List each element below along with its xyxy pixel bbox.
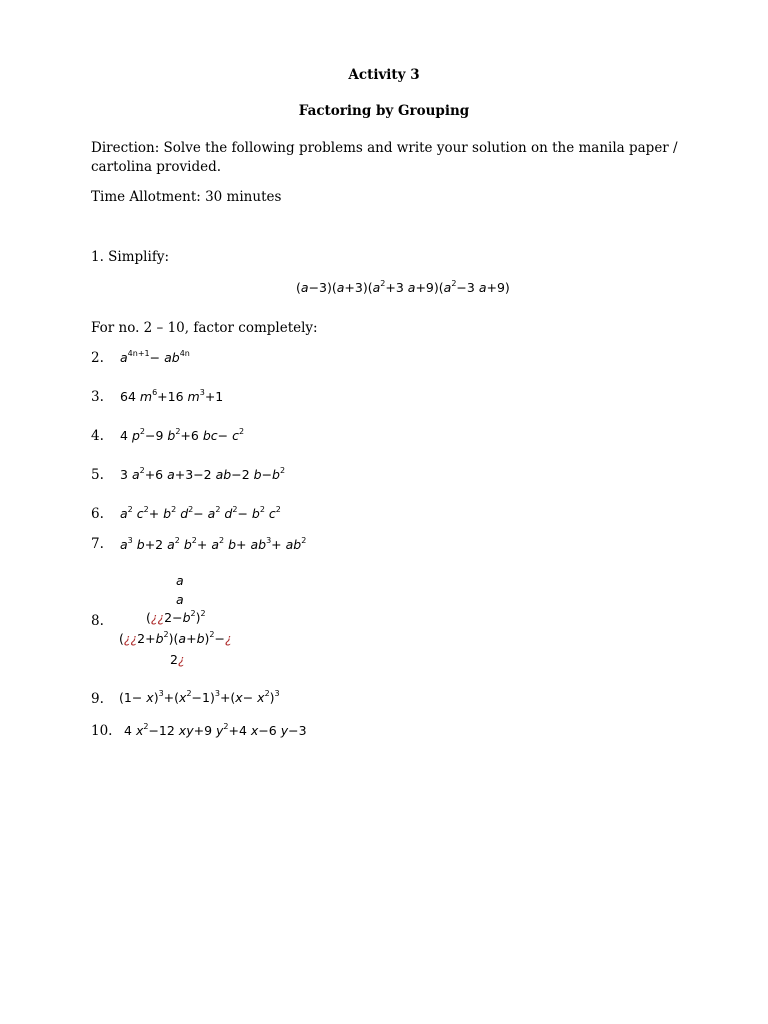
problem-5-expression: 3 $a^2+6$ a+3−2 ab−2 $b-b^2$ — [120, 466, 286, 482]
problem-8-numerator: $(¿¿2-b^2)^2$ — [146, 609, 206, 625]
problem-8-fragment-a1: a — [176, 573, 184, 588]
factor-instruction: For no. 2 – 10, factor completely: — [91, 320, 318, 336]
problem-10-expression: 4 $x^2-12$ xy+9 $y^2+4$ x−6 y−3 — [124, 722, 307, 738]
direction-line-2: cartolina provided. — [91, 159, 222, 175]
broken-char-glyph: ¿ — [177, 652, 185, 667]
problem-5-number: 5. — [91, 467, 104, 483]
problem-1-label: 1. Simplify: — [91, 249, 169, 265]
problem-8-fragment-2: 2¿ — [170, 652, 185, 667]
problem-4-expression: 4 $p^2-9$ $b^2+6$ $bc- c^2$ — [120, 427, 245, 443]
broken-char-glyph: ¿ — [130, 631, 138, 646]
problem-2-number: 2. — [91, 350, 104, 366]
problem-8-fragment-a2: a — [176, 592, 184, 607]
problem-9-expression: $(1- x)^3+(x^2-1)^3+(x- x^2)^3$ — [119, 689, 280, 705]
broken-char-glyph: ¿ — [224, 631, 232, 646]
problem-8-number: 8. — [91, 613, 104, 629]
time-allotment: Time Allotment: 30 minutes — [91, 189, 282, 205]
broken-char-glyph: ¿ — [123, 631, 131, 646]
problem-3-expression: 64 $m^6+16$ $m^3+1$ — [120, 388, 224, 404]
broken-char-glyph: ¿ — [157, 610, 165, 625]
broken-char-glyph: ¿ — [150, 610, 158, 625]
direction-line-1: Direction: Solve the following problems and write your solution on the manila paper / — [91, 140, 678, 156]
problem-2-expression: $a^{4n+1}- ab^{4n}$ — [120, 349, 190, 365]
problem-1-expression: $(a-3)(a+3)(a^2+3$ $a+9)(a^2-3$ a+9) — [296, 279, 510, 295]
problem-4-number: 4. — [91, 428, 104, 444]
problem-8-denominator: $(¿¿2+b^2)(a+b)^2-¿$ — [119, 630, 232, 646]
problem-6-number: 6. — [91, 506, 104, 522]
problem-7-expression: $a^3$ b+2 $a^2$ $b^2+ a^2$ $b+ ab^3+ ab^2$ — [120, 536, 307, 552]
problem-3-number: 3. — [91, 389, 104, 405]
problem-6-expression: $a^2$ $c^2+ b^2$ $d^2- a^2$ $d^2- b^2$ $c^2$ — [120, 505, 281, 521]
problem-9-number: 9. — [91, 691, 104, 707]
problem-10-number: 10. — [91, 723, 113, 739]
activity-title: Activity 3 — [348, 67, 420, 83]
section-title: Factoring by Grouping — [298, 103, 470, 119]
problem-7-number: 7. — [91, 536, 104, 552]
